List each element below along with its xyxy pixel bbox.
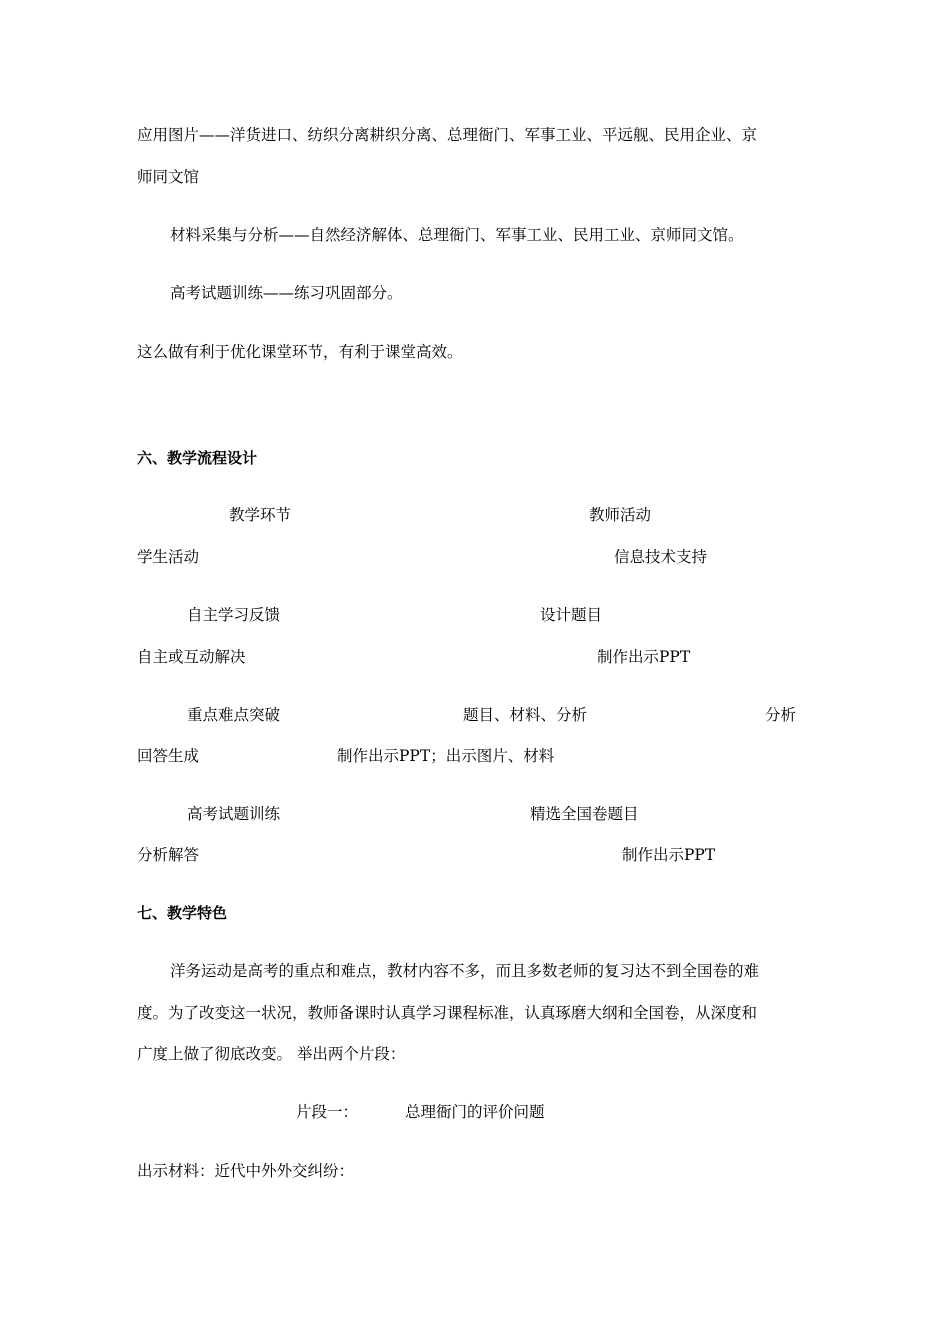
section-heading-6: 六、教学流程设计	[137, 449, 258, 467]
flow-row2-student: 回答生成	[137, 747, 200, 765]
flow-row3-student: 分析解答	[137, 846, 200, 864]
flow-row2-analysis: 分析	[765, 706, 797, 724]
paragraph-line: 度。为了改变这一状况，教师备课时认真学习课程标准，认真琢磨大纲和全国卷，从深度和	[137, 1004, 758, 1022]
fragment-title: 总理衙门的评价问题	[405, 1103, 545, 1121]
flow-row3-step: 高考试题训练	[187, 805, 281, 823]
paragraph: 高考试题训练——练习巩固部分。	[170, 284, 403, 302]
paragraph-line: 师同文馆	[137, 168, 200, 186]
flow-header-teacher: 教师活动	[589, 506, 652, 524]
flow-header-step: 教学环节	[229, 506, 292, 524]
flow-row2-tech: 制作出示PPT；出示图片、材料	[337, 747, 555, 765]
flow-row3-tech: 制作出示PPT	[622, 846, 716, 864]
paragraph: 这么做有利于优化课堂环节，有利于课堂高效。	[137, 343, 463, 361]
paragraph-line: 洋务运动是高考的重点和难点，教材内容不多，而且多数老师的复习达不到全国卷的难	[170, 962, 760, 980]
paragraph-line: 应用图片——洋货进口、纺织分离耕织分离、总理衙门、军事工业、平远舰、民用企业、京	[137, 126, 758, 144]
flow-row1-tech: 制作出示PPT	[597, 648, 691, 666]
paragraph: 出示材料：近代中外外交纠纷：	[137, 1162, 355, 1180]
flow-row1-step: 自主学习反馈	[187, 606, 281, 624]
flow-header-tech: 信息技术支持	[614, 548, 708, 566]
flow-row1-student: 自主或互动解决	[137, 648, 246, 666]
fragment-label: 片段一：	[296, 1103, 359, 1121]
flow-row3-teacher: 精选全国卷题目	[530, 805, 639, 823]
section-heading-7: 七、教学特色	[137, 904, 228, 922]
flow-row2-teacher: 题目、材料、分析	[463, 706, 588, 724]
paragraph: 材料采集与分析——自然经济解体、总理衙门、军事工业、民用工业、京师同文馆。	[170, 226, 744, 244]
flow-header-student: 学生活动	[137, 548, 200, 566]
flow-row1-teacher: 设计题目	[540, 606, 603, 624]
paragraph-line: 广度上做了彻底改变。 举出两个片段：	[137, 1045, 406, 1063]
flow-row2-step: 重点难点突破	[187, 706, 281, 724]
